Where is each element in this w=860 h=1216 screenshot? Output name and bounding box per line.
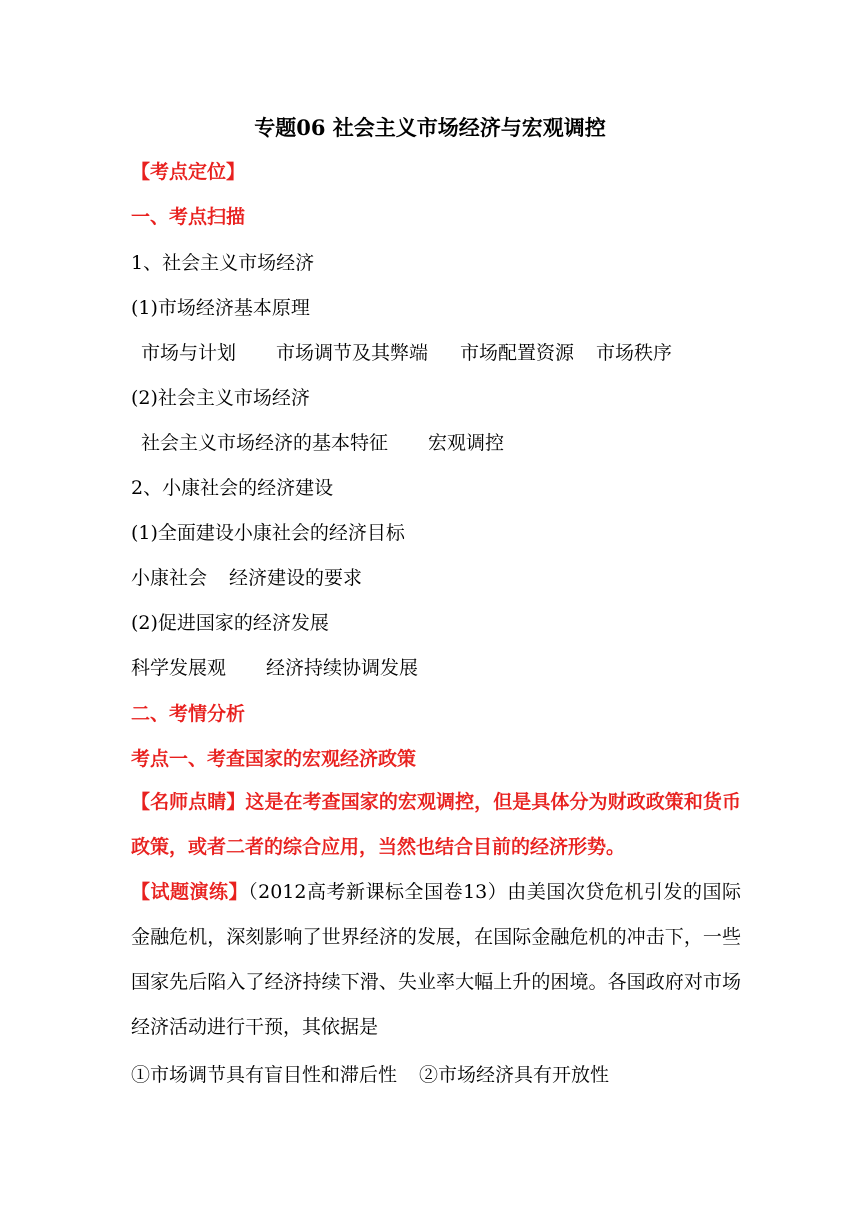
scan-item-1: 1、社会主义市场经济 — [131, 252, 315, 274]
topic-text: 社会主义市场经济的基本特征 — [141, 432, 389, 454]
scan-item-1-2-topics — [141, 430, 504, 456]
topic-text: 经济持续协调发展 — [266, 657, 419, 679]
page-title: 专题06 社会主义市场经济与宏观调控 — [254, 115, 606, 140]
topic-text: 宏观调控 — [428, 432, 505, 454]
shiti-text: （2012高考新课标全国卷13）由美国次贷危机引发的国际金融危机，深刻影响了世界经济的发展，在国际金融危机的冲击下，一些国家先后陷入了经济持续下滑、失业率大幅上升的困境。各国政府对市场经济活动进行干预，其依据是 — [131, 881, 741, 1038]
scan-item-2-2-topics — [131, 655, 418, 681]
scan-item-2-1-topics — [131, 565, 362, 591]
mingshi-label: 【名师点睛】 — [131, 791, 246, 813]
topic-text: 小康社会 — [131, 567, 208, 589]
mingshi-paragraph — [131, 780, 741, 870]
heading-section-scan: 一、考点扫描 — [131, 206, 246, 228]
heading-kaodian-dingwei: 【考点定位】 — [131, 161, 246, 183]
heading-kaodian-1: 考点一、考查国家的宏观经济政策 — [131, 748, 417, 770]
scan-item-1-1-topics — [141, 340, 672, 366]
mingshi-text: 这是在考查国家的宏观调控，但是具体分为财政政策和货币政策，或者二者的综合应用，当然也结合目前的经济形势。 — [131, 791, 741, 858]
shiti-options — [131, 1062, 609, 1088]
topic-text: 科学发展观 — [131, 657, 227, 679]
topic-text: 市场调节及其弊端 — [276, 342, 429, 364]
scan-item-2-1: (1)全面建设小康社会的经济目标 — [131, 522, 405, 544]
topic-text: 经济建设的要求 — [229, 567, 363, 589]
scan-item-1-2: (2)社会主义市场经济 — [131, 387, 310, 409]
topic-text: 市场配置资源 — [460, 342, 575, 364]
shiti-paragraph — [131, 870, 741, 1050]
option-item: ①市场调节具有盲目性和滞后性 — [131, 1064, 398, 1086]
shiti-label: 【试题演练】 — [131, 881, 249, 903]
scan-item-2: 2、小康社会的经济建设 — [131, 477, 334, 499]
scan-item-1-1: (1)市场经济基本原理 — [131, 297, 310, 319]
topic-text: 市场秩序 — [596, 342, 673, 364]
heading-section-analysis: 二、考情分析 — [131, 703, 246, 725]
scan-item-2-2: (2)促进国家的经济发展 — [131, 612, 329, 634]
option-item: ②市场经济具有开放性 — [419, 1064, 610, 1086]
topic-text: 市场与计划 — [141, 342, 237, 364]
